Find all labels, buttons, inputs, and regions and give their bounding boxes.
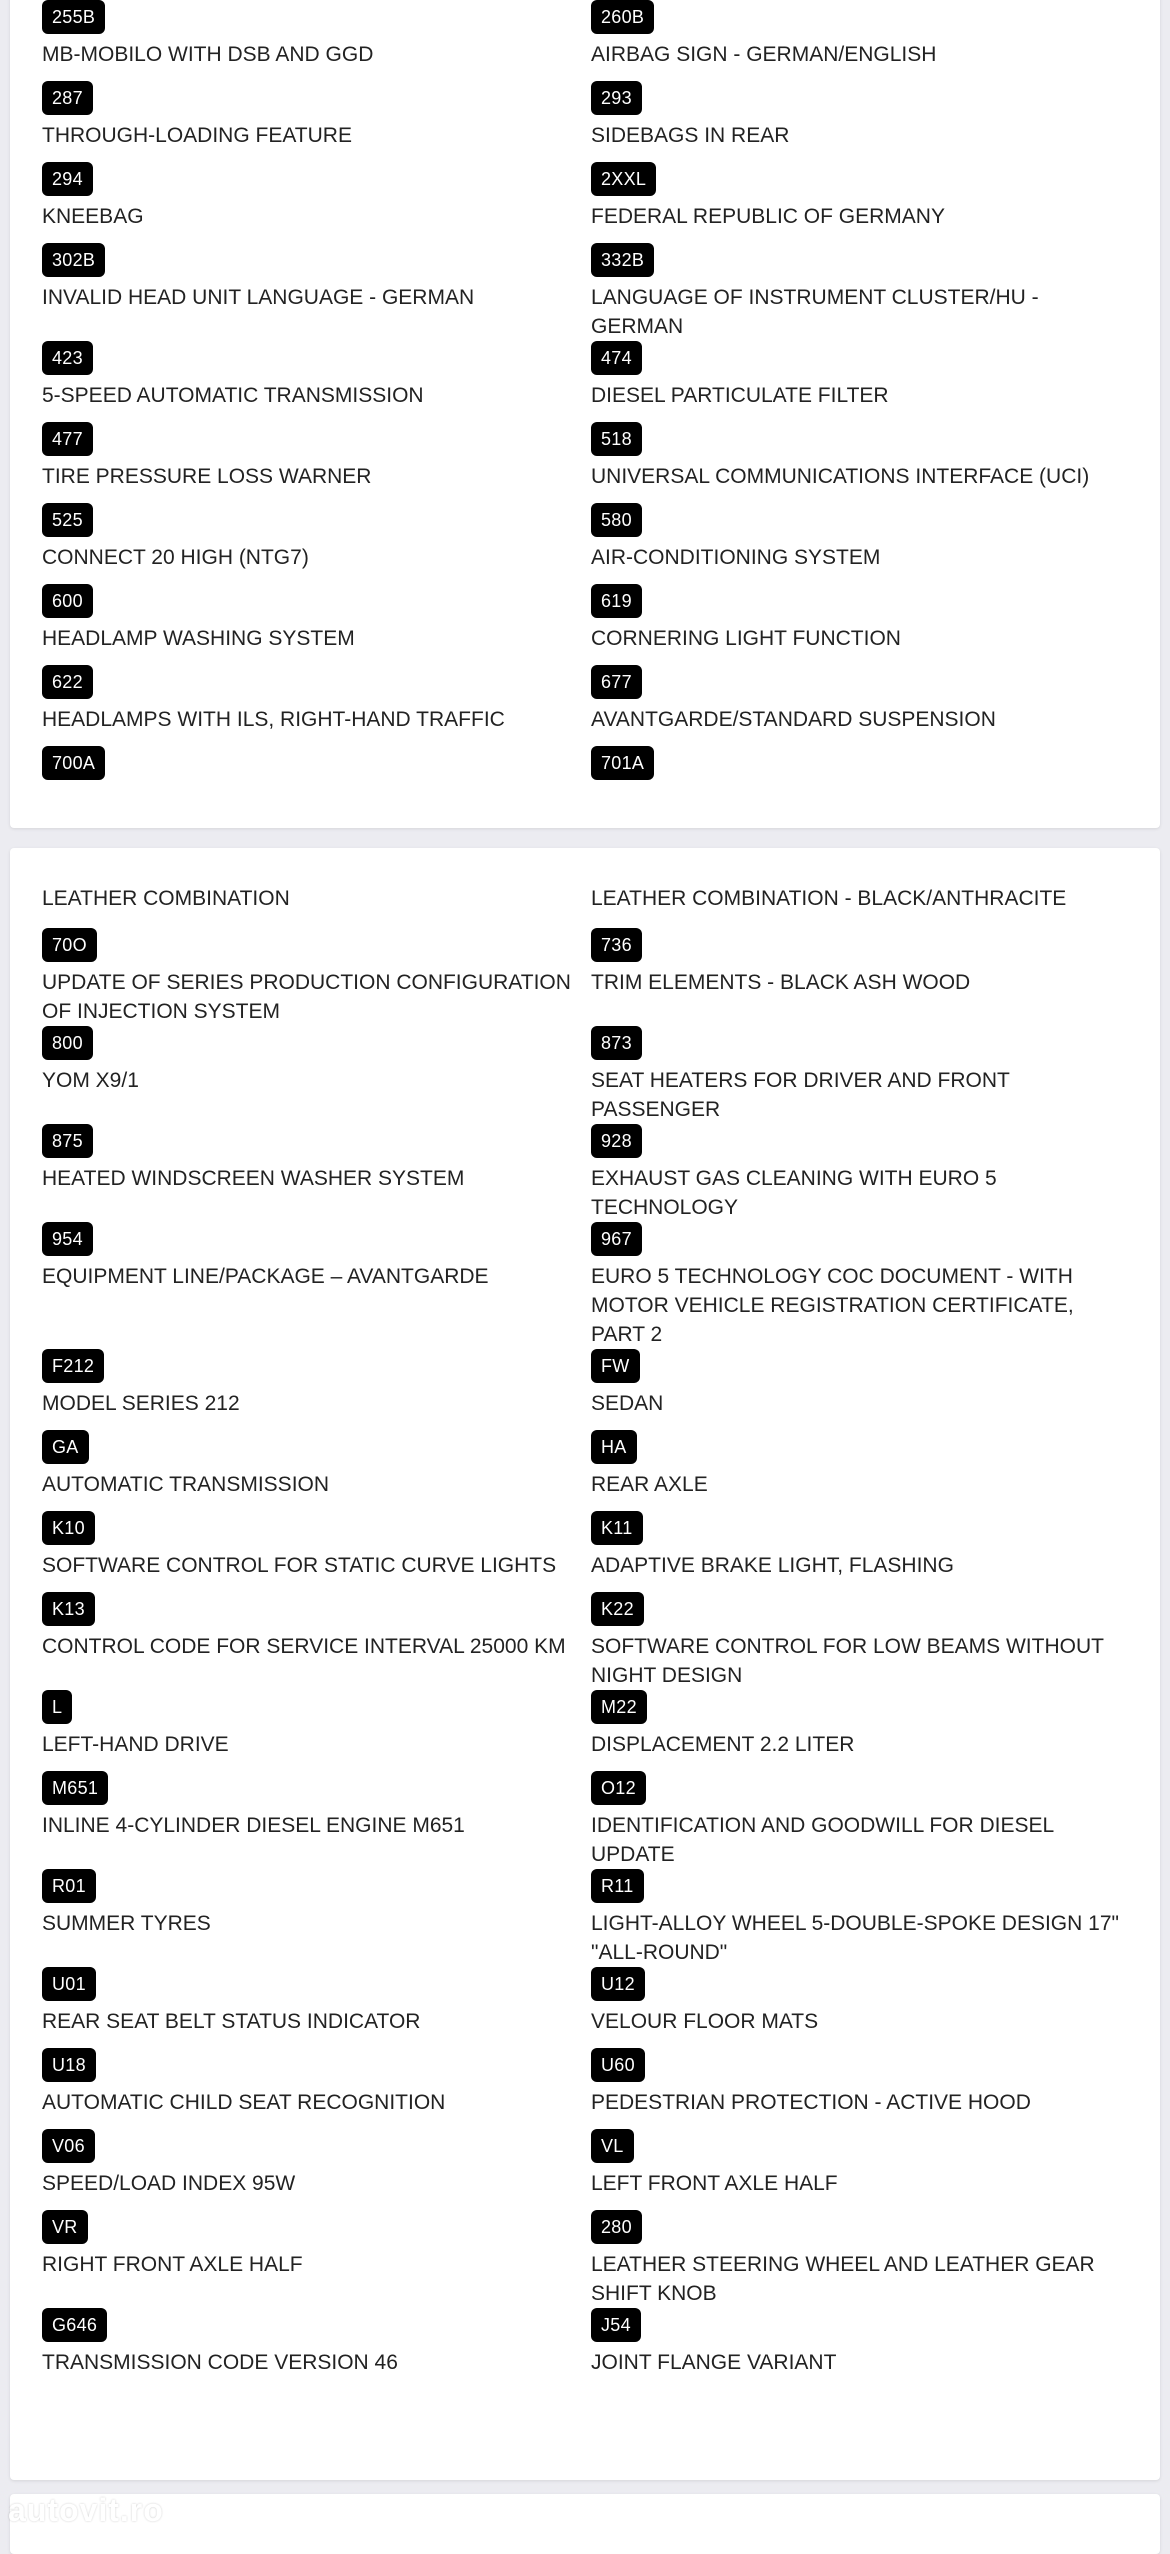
option-item	[42, 422, 591, 503]
option-item	[42, 928, 591, 1026]
option-description: UNIVERSAL COMMUNICATIONS INTERFACE (UCI)	[591, 465, 1090, 488]
option-item	[591, 1771, 1132, 1869]
option-item	[42, 1967, 591, 2048]
option-description: SUMMER TYRES	[42, 1912, 211, 1935]
option-code-badge: 800	[42, 1026, 93, 1060]
option-item	[591, 928, 1132, 1026]
option-code-badge: FW	[591, 1349, 640, 1383]
option-item	[42, 2308, 591, 2389]
option-description: SPEED/LOAD INDEX 95W	[42, 2172, 296, 2195]
option-item	[42, 2210, 591, 2308]
option-item	[42, 243, 591, 341]
option-description: AIRBAG SIGN - GERMAN/ENGLISH	[591, 43, 937, 66]
option-description: 5-SPEED AUTOMATIC TRANSMISSION	[42, 384, 424, 407]
option-item	[591, 1026, 1132, 1124]
option-code-badge: 255B	[42, 0, 105, 34]
option-description: LANGUAGE OF INSTRUMENT CLUSTER/HU - GERMAN	[591, 286, 1039, 338]
option-item	[42, 1690, 591, 1771]
option-code-badge: U18	[42, 2048, 96, 2082]
option-item	[591, 665, 1132, 746]
option-code-badge: M651	[42, 1771, 108, 1805]
option-description: RIGHT FRONT AXLE HALF	[42, 2253, 303, 2276]
option-code-badge: GA	[42, 1430, 89, 1464]
option-item	[591, 1430, 1132, 1511]
option-description: VELOUR FLOOR MATS	[591, 2010, 819, 2033]
option-item	[591, 1592, 1132, 1690]
option-code-badge: 423	[42, 341, 93, 375]
option-item	[42, 1222, 591, 1349]
option-code-badge: R01	[42, 1869, 96, 1903]
option-item	[591, 422, 1132, 503]
option-description: DIESEL PARTICULATE FILTER	[591, 384, 889, 407]
option-code-badge: 294	[42, 162, 93, 196]
option-code-badge: 518	[591, 422, 642, 456]
option-item	[591, 341, 1132, 422]
option-description: HEADLAMPS WITH ILS, RIGHT-HAND TRAFFIC	[42, 708, 505, 731]
option-description: KNEEBAG	[42, 205, 144, 228]
option-item	[591, 2048, 1132, 2129]
option-item	[591, 503, 1132, 584]
option-item	[591, 2210, 1132, 2308]
option-description: LIGHT-ALLOY WHEEL 5-DOUBLE-SPOKE DESIGN 17" "ALL-ROUND"	[591, 1912, 1119, 1964]
option-code-badge: 580	[591, 503, 642, 537]
option-code-badge: 477	[42, 422, 93, 456]
option-item	[591, 0, 1132, 81]
option-description: AIR-CONDITIONING SYSTEM	[591, 546, 881, 569]
option-codes-grid	[42, 884, 1132, 2389]
option-code-badge: 280	[591, 2210, 642, 2244]
option-code-badge: 2XXL	[591, 162, 656, 196]
option-codes-grid	[42, 0, 1132, 827]
option-code-badge: VR	[42, 2210, 88, 2244]
option-code-badge: U12	[591, 1967, 645, 2001]
option-description: AUTOMATIC TRANSMISSION	[42, 1473, 330, 1496]
option-item	[591, 1349, 1132, 1430]
option-item	[42, 162, 591, 243]
option-code-badge: 70O	[42, 928, 97, 962]
option-codes-card-2	[10, 848, 1160, 2480]
option-description: TIRE PRESSURE LOSS WARNER	[42, 465, 372, 488]
option-description: SEAT HEATERS FOR DRIVER AND FRONT PASSENGER	[591, 1069, 1010, 1121]
option-code-badge: 474	[591, 341, 642, 375]
option-description: YOM X9/1	[42, 1069, 139, 1092]
option-item	[42, 1124, 591, 1222]
option-description: SIDEBAGS IN REAR	[591, 124, 790, 147]
option-description: HEADLAMP WASHING SYSTEM	[42, 627, 355, 650]
option-description: LEFT FRONT AXLE HALF	[591, 2172, 838, 2195]
option-description: CONNECT 20 HIGH (NTG7)	[42, 546, 309, 569]
option-code-badge: 293	[591, 81, 642, 115]
option-description: AUTOMATIC CHILD SEAT RECOGNITION	[42, 2091, 446, 2114]
option-item	[42, 1511, 591, 1592]
option-code-badge: G646	[42, 2308, 107, 2342]
option-code-badge: 332B	[591, 243, 654, 277]
option-description: ADAPTIVE BRAKE LIGHT, FLASHING	[591, 1554, 954, 1577]
option-code-badge: 875	[42, 1124, 93, 1158]
option-item	[591, 746, 1132, 827]
option-code-badge: 260B	[591, 0, 654, 34]
option-item	[42, 2048, 591, 2129]
option-item	[42, 81, 591, 162]
option-code-badge: 302B	[42, 243, 105, 277]
option-code-badge: M22	[591, 1690, 647, 1724]
option-item	[42, 584, 591, 665]
option-item	[42, 341, 591, 422]
option-description: SOFTWARE CONTROL FOR LOW BEAMS WITHOUT NIGHT DESIGN	[591, 1635, 1104, 1687]
option-description: CORNERING LIGHT FUNCTION	[591, 627, 901, 650]
option-code-badge: HA	[591, 1430, 637, 1464]
option-description: LEATHER STEERING WHEEL AND LEATHER GEAR SHIFT KNOB	[591, 2253, 1095, 2305]
option-description: HEATED WINDSCREEN WASHER SYSTEM	[42, 1167, 465, 1190]
option-description: SEDAN	[591, 1392, 664, 1415]
next-card	[10, 2494, 1160, 2554]
option-item	[42, 2129, 591, 2210]
option-description: THROUGH-LOADING FEATURE	[42, 124, 352, 147]
option-description: LEATHER COMBINATION - BLACK/ANTHRACITE	[591, 887, 1067, 910]
option-item	[42, 1349, 591, 1430]
option-code-badge: 701A	[591, 746, 654, 780]
option-item	[591, 584, 1132, 665]
option-description: LEFT-HAND DRIVE	[42, 1733, 229, 1756]
option-description: EURO 5 TECHNOLOGY COC DOCUMENT - WITH MOTOR VEHICLE REGISTRATION CERTIFICATE, PART 2	[591, 1265, 1074, 1346]
option-item	[591, 162, 1132, 243]
option-item	[42, 1026, 591, 1124]
option-code-badge: VL	[591, 2129, 634, 2163]
option-description: EXHAUST GAS CLEANING WITH EURO 5 TECHNOLOGY	[591, 1167, 997, 1219]
option-item	[42, 746, 591, 827]
option-code-badge: K22	[591, 1592, 644, 1626]
option-description: UPDATE OF SERIES PRODUCTION CONFIGURATION OF INJECTION SYSTEM	[42, 971, 571, 1023]
option-code-badge: 954	[42, 1222, 93, 1256]
option-code-badge: U01	[42, 1967, 96, 2001]
option-code-badge: L	[42, 1690, 72, 1724]
option-code-badge: 928	[591, 1124, 642, 1158]
option-item	[42, 1430, 591, 1511]
option-code-badge: K10	[42, 1511, 95, 1545]
option-code-badge: V06	[42, 2129, 95, 2163]
option-item	[42, 665, 591, 746]
option-item	[591, 1967, 1132, 2048]
option-code-badge: U60	[591, 2048, 645, 2082]
option-code-badge: R11	[591, 1869, 644, 1903]
option-description: AVANTGARDE/STANDARD SUSPENSION	[591, 708, 996, 731]
option-item	[591, 1690, 1132, 1771]
option-description: MODEL SERIES 212	[42, 1392, 240, 1415]
option-code-badge: O12	[591, 1771, 646, 1805]
option-description: TRANSMISSION CODE VERSION 46	[42, 2351, 398, 2374]
option-description: TRIM ELEMENTS - BLACK ASH WOOD	[591, 971, 971, 994]
option-description: REAR AXLE	[591, 1473, 708, 1496]
option-code-badge: 700A	[42, 746, 105, 780]
option-code-badge: 600	[42, 584, 93, 618]
option-item	[591, 243, 1132, 341]
option-item	[591, 81, 1132, 162]
option-codes-card-1	[10, 0, 1160, 828]
option-description: EQUIPMENT LINE/PACKAGE – AVANTGARDE	[42, 1265, 489, 1288]
option-code-badge: 622	[42, 665, 93, 699]
option-item	[42, 503, 591, 584]
option-item	[42, 1771, 591, 1869]
option-code-badge: K11	[591, 1511, 643, 1545]
option-code-badge: 677	[591, 665, 642, 699]
option-description: IDENTIFICATION AND GOODWILL FOR DIESEL UPDATE	[591, 1814, 1054, 1866]
option-description: JOINT FLANGE VARIANT	[591, 2351, 837, 2374]
option-code-badge: 873	[591, 1026, 642, 1060]
option-code-badge: 967	[591, 1222, 642, 1256]
option-description: INVALID HEAD UNIT LANGUAGE - GERMAN	[42, 286, 475, 309]
option-item	[42, 1592, 591, 1690]
option-code-badge: 619	[591, 584, 642, 618]
watermark-logo: autovit.ro	[8, 2492, 164, 2528]
option-item	[42, 1869, 591, 1967]
option-code-badge: 525	[42, 503, 93, 537]
option-item	[591, 1869, 1132, 1967]
option-code-badge: F212	[42, 1349, 104, 1383]
option-item	[591, 1511, 1132, 1592]
option-item	[591, 2129, 1132, 2210]
option-description: PEDESTRIAN PROTECTION - ACTIVE HOOD	[591, 2091, 1031, 2114]
option-description: SOFTWARE CONTROL FOR STATIC CURVE LIGHTS	[42, 1554, 557, 1577]
option-description: FEDERAL REPUBLIC OF GERMANY	[591, 205, 945, 228]
option-code-badge: K13	[42, 1592, 95, 1626]
option-item	[42, 0, 591, 81]
option-description: INLINE 4-CYLINDER DIESEL ENGINE M651	[42, 1814, 465, 1837]
option-item	[591, 1124, 1132, 1222]
option-code-badge: J54	[591, 2308, 641, 2342]
option-description: MB-MOBILO WITH DSB AND GGD	[42, 43, 374, 66]
option-description: DISPLACEMENT 2.2 LITER	[591, 1733, 855, 1756]
option-description: REAR SEAT BELT STATUS INDICATOR	[42, 2010, 421, 2033]
option-description: LEATHER COMBINATION	[42, 887, 290, 910]
option-code-badge: 736	[591, 928, 642, 962]
option-description: CONTROL CODE FOR SERVICE INTERVAL 25000 KM	[42, 1635, 566, 1658]
option-item	[591, 2308, 1132, 2389]
option-code-badge: 287	[42, 81, 93, 115]
option-item	[591, 1222, 1132, 1349]
